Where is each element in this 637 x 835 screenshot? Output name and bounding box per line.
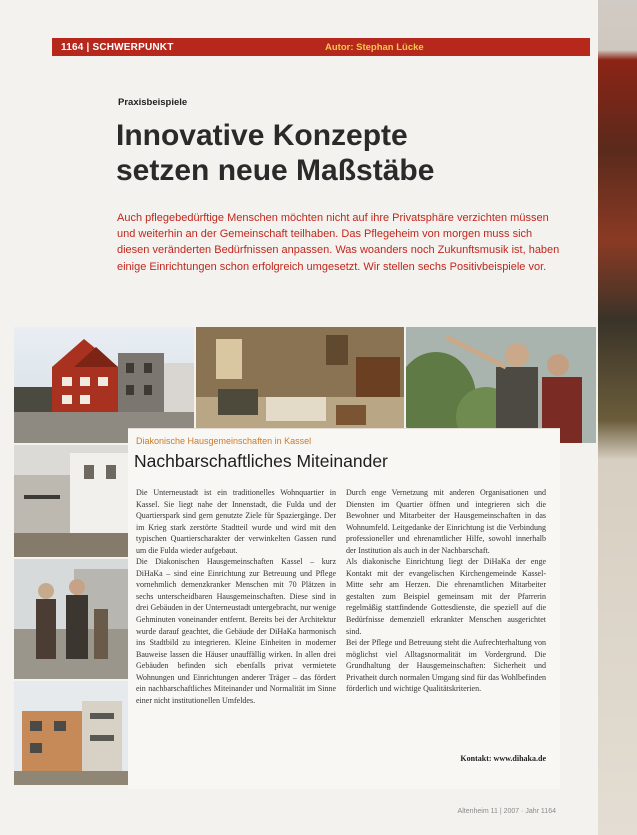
headline-line-1: Innovative Konzepte <box>116 119 408 152</box>
paragraph: Als diakonische Einrichtung liegt der DiHaKa der enge Kontakt mit der evangelischen Kirchengemeinde Kassel-Mitte sehr am Herzen. Die ehrenamtlichen Mitarbeiter gestalten zum Beispiel gemeinsam mit der Pfarrerin regelmäßig stattfindende Gottesdienste, die speziell auf die Bedürfnisse demenziell erkrankter Menschen ausgerichtet sind. <box>346 557 546 636</box>
paragraph: Bei der Pflege und Betreuung steht die Aufrechterhaltung von möglichst viel Alltagsnormalität im Vordergrund. Die Grundhaltung der Hausgemeinschaften: Sicherheit und Privatheit durch normalen Umgang sind für das Wohlbefinden förderlich und wichtige Qualitätskriterien. <box>346 638 546 694</box>
paragraph: Die Diakonischen Hausgemeinschaften Kassel – kurz DiHaKa – sind eine Einrichtung zur Betreuung und Pflege vornehmlich demenzkranker Menschen mit 70 Plätzen in sechs unterscheidbaren Hausgemeinschaften. Diese sind in drei Gebäuden in der Unterneustadt untergebracht, nur wenige Gehminuten voneinander entfernt. Bereits bei der Architektur wurde darauf geachtet, die Gebäude der DiHaKa harmonisch ins Stadtbild zu integrieren. Kleine Einheiten in moderner Bauweise lassen die Häuser unauffällig wirken. In allen drei Gebäuden befinden sich ebenfalls privat vermietete Wohnungen und Einrichtungen anderer Träger – das fördert ein nachbarschaftliches Miteinander und Normalität im Sinne einer nicht institutionellen Umfeldes. <box>136 557 336 705</box>
modern-building-image <box>14 681 128 785</box>
adjacent-page-edge <box>598 0 637 835</box>
author-label: Autor: Stephan Lücke <box>325 41 424 53</box>
section-label: 1164 | SCHWERPUNKT <box>61 41 174 53</box>
article-kicker: Praxisbeispiele <box>118 97 188 108</box>
photo-walking-seniors <box>14 559 128 679</box>
photo-red-house <box>14 327 194 443</box>
header-bar <box>52 38 590 56</box>
facade-image <box>14 445 128 557</box>
contact-link[interactable]: Kontakt: www.dihaka.de <box>460 754 546 763</box>
photo-living-room <box>196 327 404 443</box>
paragraph: Die Unterneustadt ist ein traditionelles Wohnquartier in Kassel. Sie liegt nahe der Innenstadt, die Fulda und der Quartierspark sind gern genutzte Ziele für Spaziergänge. Der im Krieg stark zerstörte Stadtteil wurde und wird mit den typischen Quartierscharakter der verwinkelten Gassen rund um die Fulda wieder aufgebaut. <box>136 488 336 555</box>
seniors-outdoor-image <box>406 327 596 443</box>
text-column-left <box>136 487 336 706</box>
text-column-right <box>346 487 546 695</box>
photo-facade-balconies <box>14 445 128 557</box>
article-headline <box>116 118 536 188</box>
photo-modern-building <box>14 681 128 785</box>
living-room-image <box>196 327 404 443</box>
red-house-image <box>14 327 194 443</box>
box-kicker: Diakonische Hausgemeinschaften in Kassel <box>136 436 312 446</box>
page-footer: Altenheim 11 | 2007 · Jahr 1164 <box>457 808 556 815</box>
walking-seniors-image <box>14 559 128 679</box>
photo-seniors-outdoor <box>406 327 596 443</box>
paragraph: Durch enge Vernetzung mit anderen Organisationen und Diensten im Quartier öffnen und integrieren sich die Bewohner und Mitarbeiter der Hausgemeinschaften in das Wohnumfeld. Leitgedanke der Einrichtung ist die Verbindung professioneller und ehrenamtlicher Hilfe, sowohl innerhalb der Institution als auch in der Nachbarschaft. <box>346 488 546 555</box>
box-title: Nachbarschaftliches Miteinander <box>134 451 388 471</box>
headline-line-2: setzen neue Maßstäbe <box>116 154 435 187</box>
article-lead: Auch pflegebedürftige Menschen möchten nicht auf ihre Privatsphäre verzichten müssen und weiterhin an der Gemeinschaft teilhaben. Das Pflegeheim von morgen muss sich diesen veränderten Bedürfnissen anpassen. Was woanders noch Zukunftsmusik ist, haben einige Einrichtungen schon erfolgreich umgesetzt. Wir stellen sechs Positivbeispiele vor. <box>117 212 560 273</box>
